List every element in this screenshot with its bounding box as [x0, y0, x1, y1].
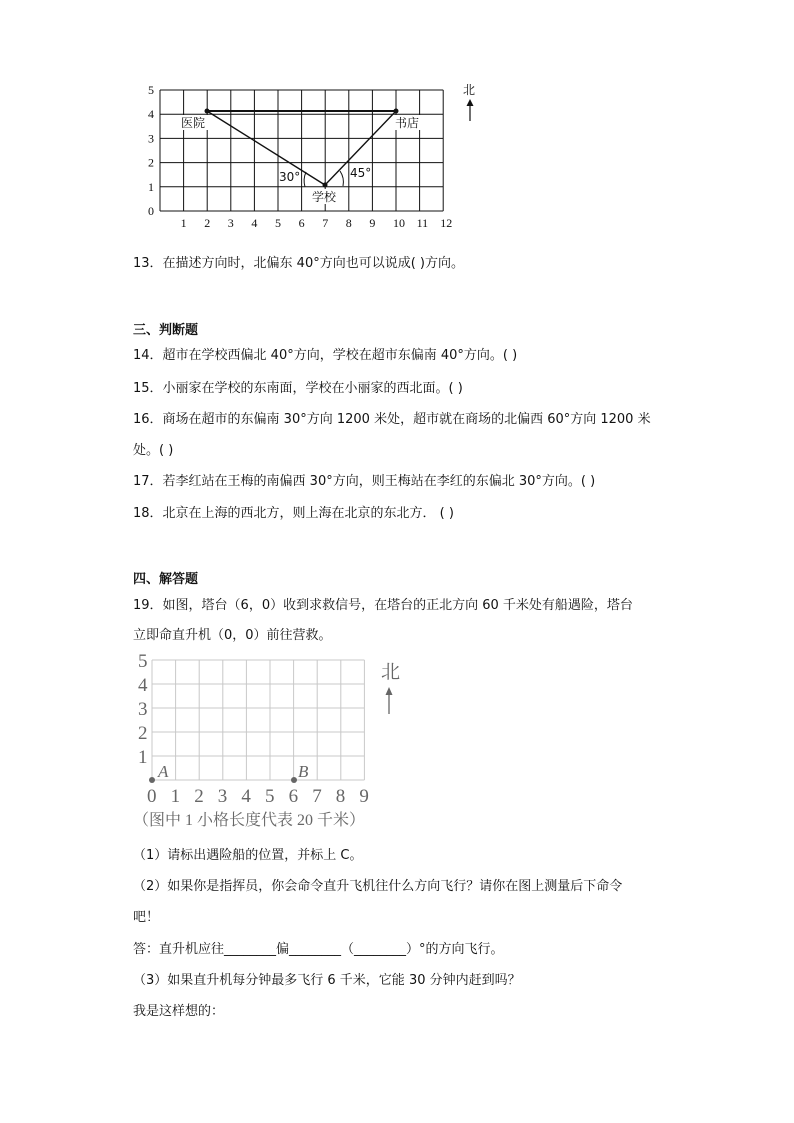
x-tick-label: 4 — [241, 786, 251, 807]
angle-label-left: 30° — [279, 170, 301, 184]
section-answer-heading: 四、解答题 — [133, 572, 199, 587]
angle-arc-left — [304, 172, 306, 187]
bookstore-point — [394, 109, 399, 114]
question-14: 14．超市在学校西偏北 40°方向，学校在超市东偏南 40°方向。( ) — [133, 348, 518, 363]
bookstore-label: 书店 — [395, 116, 420, 130]
hospital-point — [205, 109, 210, 114]
y-tick-label: 3 — [138, 699, 148, 720]
y-tick-label: 4 — [138, 675, 148, 696]
school-point — [323, 183, 328, 188]
x-tick-label: 10 — [393, 216, 405, 230]
x-tick-label: 7 — [322, 216, 329, 230]
point-a-label: A — [158, 762, 169, 781]
x-tick-label: 8 — [335, 786, 346, 807]
point-b-dot — [291, 777, 297, 783]
y-tick-label: 3 — [148, 131, 154, 146]
school-label: 学校 — [312, 190, 337, 204]
x-tick-label: 6 — [288, 786, 299, 807]
x-tick-label: 0 — [147, 786, 157, 807]
x-tick-label: 8 — [345, 216, 352, 230]
y-tick-label: 1 — [138, 747, 148, 768]
hospital-label: 医院 — [181, 116, 206, 130]
question-19-part-1: （1）请标出遇险船的位置，并标上 C。 — [133, 848, 363, 863]
north-arrow-head-2 — [386, 687, 393, 695]
question-19-line-1: 19．如图，塔台（6，0）收到求救信号，在塔台的正北方向 60 千米处有船遇险，塔台 — [133, 598, 633, 613]
grid-lines — [152, 660, 364, 780]
question-15: 15．小丽家在学校的东南面，学校在小丽家的西北面。( ) — [133, 381, 463, 396]
y-tick-label: 1 — [148, 179, 154, 194]
x-tick-label: 3 — [217, 786, 228, 807]
north-label: 北 — [463, 83, 476, 97]
x-tick-label: 12 — [440, 216, 453, 230]
thinking-prompt: 我是这样想的： — [133, 1004, 225, 1019]
y-tick-label: 4 — [148, 107, 154, 122]
x-tick-label: 3 — [227, 216, 234, 230]
north-label-2: 北 — [381, 662, 401, 683]
question-17: 17．若李红站在王梅的南偏西 30°方向，则王梅站在李红的东偏北 30°方向。( ) — [133, 474, 596, 489]
y-tick-label: 2 — [148, 155, 154, 170]
y-tick-label: 5 — [148, 83, 154, 97]
y-tick-label: 0 — [148, 204, 154, 218]
x-tick-label: 2 — [194, 786, 204, 807]
x-tick-label: 9 — [359, 786, 369, 807]
question-19-part-2-line-1: （2）如果你是指挥员，你会命令直升飞机往什么方向飞行？请你在图上测量后下命令 — [133, 879, 623, 894]
hospital-school-line — [207, 111, 325, 185]
x-tick-label: 2 — [204, 216, 211, 230]
question-19-part-2-line-2: 吧！ — [133, 910, 160, 925]
y-tick-label: 2 — [138, 723, 148, 744]
question-13: 13．在描述方向时，北偏东 40°方向也可以说成( )方向。 — [133, 256, 464, 271]
question-16-line-2: 处。( ) — [133, 443, 174, 458]
answer-blank-line[interactable]: 答：直升机应往________偏________（________）°的方向飞行。 — [133, 942, 504, 957]
axis-ticks — [138, 652, 369, 807]
x-tick-label: 5 — [265, 786, 275, 807]
angle-label-right: 45° — [350, 166, 372, 180]
x-tick-label: 5 — [275, 216, 281, 230]
question-19-part-3: （3）如果直升机每分钟最多飞行 6 千米，它能 30 分钟内赶到吗？ — [133, 973, 521, 988]
x-tick-label: 11 — [416, 216, 429, 230]
grid-lines — [160, 90, 443, 211]
map-figure-1 — [0, 0, 794, 240]
x-tick-label: 1 — [180, 216, 187, 230]
map-figure-2 — [0, 652, 794, 832]
question-19-line-2: 立即命直升机（0，0）前往营救。 — [133, 628, 332, 643]
angle-arc-right — [340, 171, 343, 186]
y-tick-label: 5 — [138, 652, 148, 672]
x-tick-label: 6 — [298, 216, 305, 230]
axis-ticks — [148, 83, 452, 230]
point-a-dot — [149, 777, 155, 783]
x-tick-label: 4 — [251, 216, 258, 230]
section-judgement-heading: 三、判断题 — [133, 323, 199, 338]
north-arrow-head — [467, 99, 474, 106]
point-b-label: B — [298, 762, 309, 781]
question-18: 18．北京在上海的西北方，则上海在北京的东北方． ( ) — [133, 506, 454, 521]
question-16-line-1: 16．商场在超市的东偏南 30°方向 1200 米处，超市就在商场的北偏西 60°方向 1200 米 — [133, 412, 651, 427]
x-tick-label: 7 — [312, 786, 322, 807]
x-tick-label: 1 — [170, 786, 181, 807]
x-tick-label: 9 — [369, 216, 376, 230]
scale-caption: （图中 1 小格长度代表 20 千米） — [133, 812, 366, 829]
